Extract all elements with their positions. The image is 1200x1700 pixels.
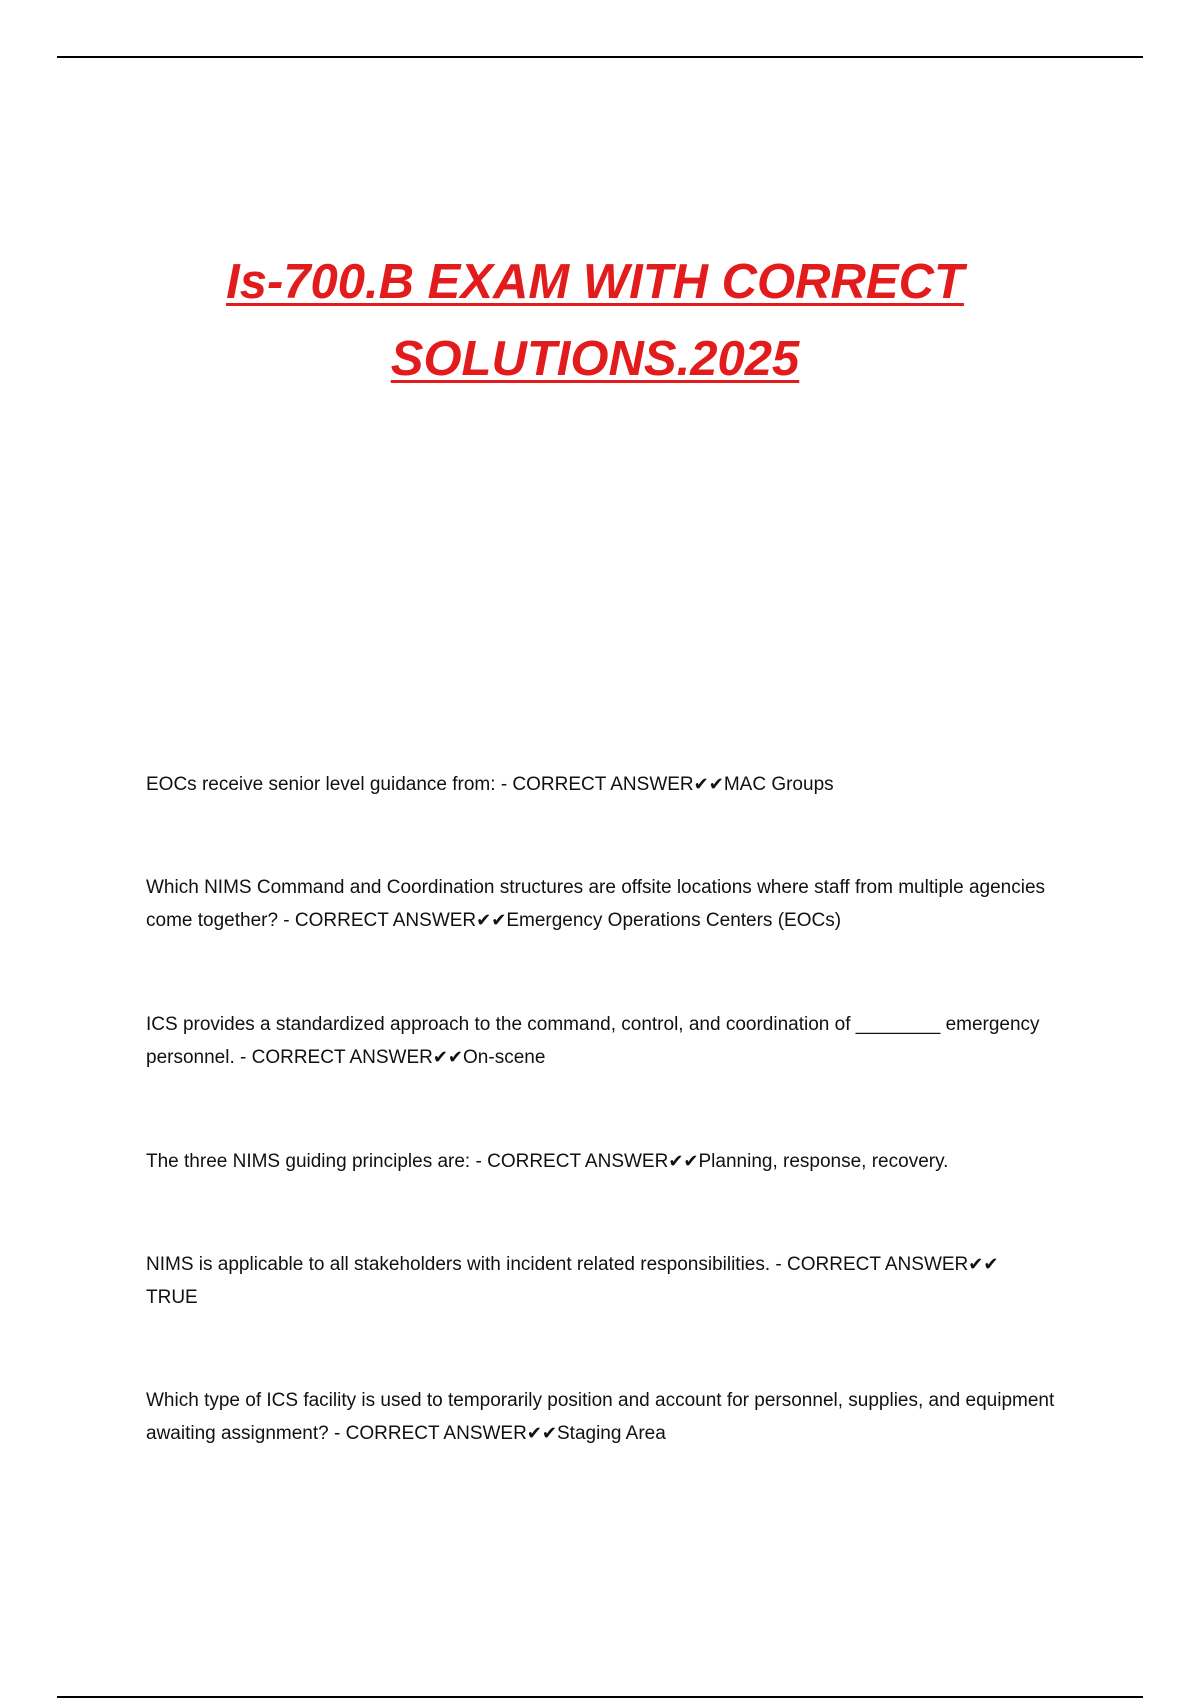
qa-item [146, 1008, 1096, 1074]
check-icon: ✔✔ [526, 1423, 557, 1444]
qa-item [146, 871, 1096, 937]
header-rule [57, 56, 1143, 58]
question-text: ICS provides a standardized approach to the command, control, and coordination of ________ emergency personnel. [146, 1014, 1040, 1068]
question-text: The three NIMS guiding principles are: [146, 1151, 471, 1172]
footer-rule [57, 1696, 1143, 1698]
document-title [150, 244, 1040, 398]
answer-marker: - CORRECT ANSWER [328, 1423, 527, 1444]
title-line-1: Is-700.B EXAM WITH CORRECT [226, 255, 964, 309]
check-icon: ✔✔ [668, 1151, 699, 1172]
answer-marker: - CORRECT ANSWER [770, 1254, 969, 1275]
question-text: Which type of ICS facility is used to temporarily position and account for personnel, supplies, and equipment awaiting assignment? [146, 1390, 1055, 1444]
check-icon: ✔✔ [432, 1047, 464, 1068]
question-text: EOCs receive senior level guidance from: [146, 774, 496, 795]
question-text: Which NIMS Command and Coordination structures are offsite locations where staff from multiple agencies come together? [146, 877, 1046, 931]
question-text: NIMS is applicable to all stakeholders with incident related responsibilities. [146, 1254, 771, 1275]
check-icon: ✔✔ [476, 910, 507, 931]
qa-item [146, 1145, 1096, 1178]
answer-text: On-scene [463, 1047, 546, 1068]
check-icon: ✔✔ [693, 774, 724, 795]
check-icon: ✔✔ [968, 1254, 999, 1275]
answer-marker: - CORRECT ANSWER [278, 910, 477, 931]
answer-text: Emergency Operations Centers (EOCs) [506, 910, 842, 931]
qa-item [146, 768, 1096, 801]
answer-text: Staging Area [557, 1423, 666, 1444]
title-line-2: SOLUTIONS.2025 [390, 332, 800, 386]
qa-item [146, 1248, 1096, 1314]
answer-text: MAC Groups [723, 774, 834, 795]
answer-marker: - CORRECT ANSWER [470, 1151, 669, 1172]
qa-item [146, 1384, 1096, 1450]
answer-text: Planning, response, recovery. [698, 1151, 949, 1172]
answer-text: TRUE [146, 1287, 198, 1308]
answer-marker: - CORRECT ANSWER [234, 1047, 433, 1068]
answer-marker: - CORRECT ANSWER [495, 774, 694, 795]
